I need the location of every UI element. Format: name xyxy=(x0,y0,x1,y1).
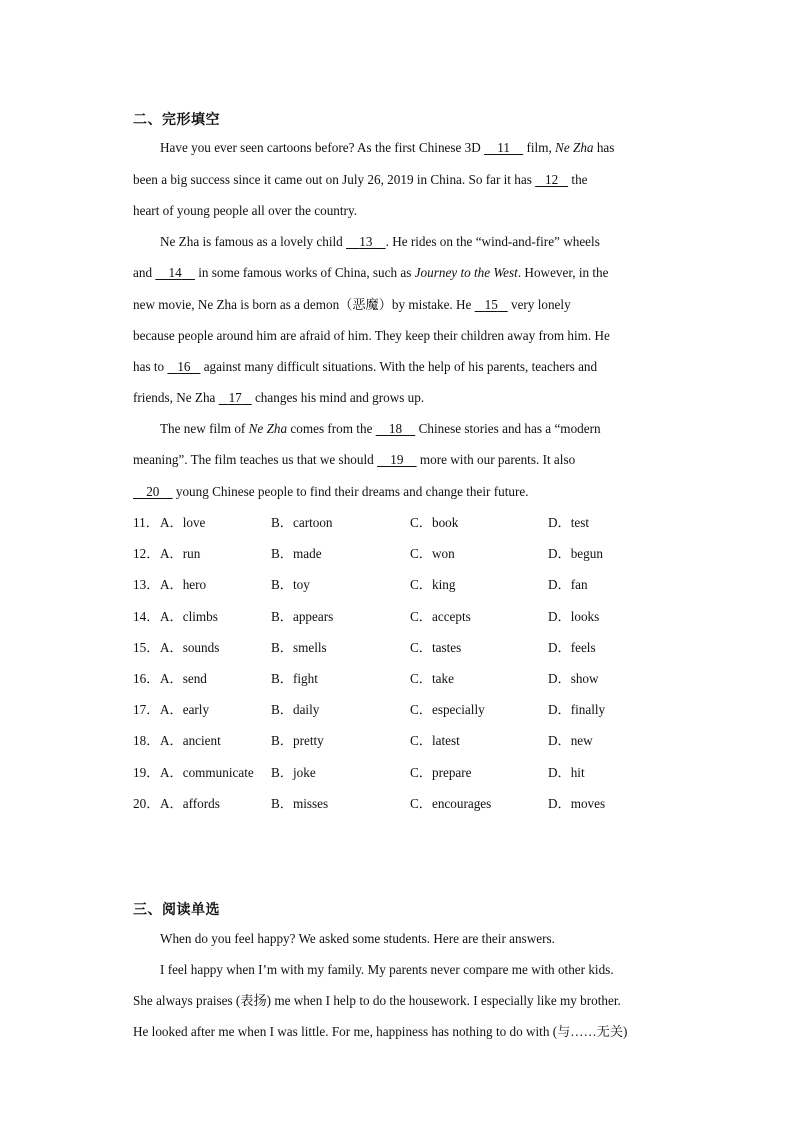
option-a: A．love xyxy=(160,515,206,530)
option-b: B．appears xyxy=(271,608,334,624)
question-number: 16． xyxy=(133,671,160,686)
section-title-cloze: 二、完形填空 xyxy=(133,112,220,128)
passage-line: Ne Zha is famous as a lovely child 13 . He rides on the “wind-and-fire” wheels xyxy=(160,234,600,249)
question-options-row xyxy=(133,576,693,594)
question-options-row xyxy=(133,670,693,688)
blank-18: 18 xyxy=(388,421,403,436)
book-title: Journey to the West xyxy=(414,265,518,280)
passage-line: and 14 in some famous works of China, such as Journey to the West. However, in the xyxy=(133,265,609,280)
question-number: 12． xyxy=(133,546,160,562)
option-a: A．ancient xyxy=(160,733,221,749)
question-options-row xyxy=(133,732,693,750)
question-options-row xyxy=(133,608,693,626)
option-b: B．smells xyxy=(271,639,327,655)
passage-line: When do you feel happy? We asked some students. Here are their answers. xyxy=(160,931,555,946)
passage-line: Have you ever seen cartoons before? As the first Chinese 3D 11 film, Ne Zha has xyxy=(160,140,615,155)
option-b: B．made xyxy=(271,546,322,562)
option-a: A．affords xyxy=(160,795,220,811)
option-b: B．toy xyxy=(271,577,310,593)
option-d: D．finally xyxy=(548,702,606,718)
question-number: 20． xyxy=(133,795,160,811)
option-a: A．communicate xyxy=(160,764,254,780)
blank-17: 17 xyxy=(228,390,242,405)
question-number: 17． xyxy=(133,702,160,718)
option-a: A．run xyxy=(160,546,201,562)
option-c: C．take xyxy=(410,671,454,686)
blank-16: 16 xyxy=(177,359,191,374)
option-d: D．moves xyxy=(548,795,606,811)
question-number: 19． xyxy=(133,764,160,780)
option-c: C．tastes xyxy=(410,639,462,655)
question-number: 13． xyxy=(133,577,160,593)
question-options-row xyxy=(133,764,693,782)
option-b: B．joke xyxy=(271,764,316,780)
passage-line: has to 16 against many difficult situations. With the help of his parents, teachers and xyxy=(133,359,598,374)
option-c: C．won xyxy=(410,546,455,562)
question-options-row xyxy=(133,795,693,813)
option-c: C．prepare xyxy=(410,764,472,780)
film-title: Ne Zha xyxy=(555,140,594,155)
passage-line: friends, Ne Zha 17 changes his mind and grows up. xyxy=(133,390,425,405)
blank-12: 12 xyxy=(545,172,559,187)
passage-line: new movie, Ne Zha is born as a demon（恶魔）by mistake. He 15 very lonely xyxy=(133,297,571,312)
blank-19: 19 xyxy=(390,452,404,467)
question-number: 14． xyxy=(133,608,160,624)
blank-20: 20 xyxy=(146,484,160,499)
option-c: C．especially xyxy=(410,702,485,718)
question-options-row xyxy=(133,545,693,563)
blank-13: 13 xyxy=(359,234,373,249)
option-a: A．sounds xyxy=(160,639,220,655)
passage-line: I feel happy when I’m with my family. My parents never compare me with other kids. xyxy=(160,962,614,977)
passage-line: 20 young Chinese people to find their dreams and change their future. xyxy=(133,483,673,501)
option-a: A．send xyxy=(160,671,207,686)
option-d: D．looks xyxy=(548,608,600,624)
option-c: C．accepts xyxy=(410,608,471,624)
option-d: D．new xyxy=(548,733,593,749)
option-d: D．test xyxy=(548,515,590,530)
option-c: C．latest xyxy=(410,733,460,749)
passage-line: heart of young people all over the country. xyxy=(133,203,357,218)
blank-14: 14 xyxy=(168,265,182,280)
option-c: C．book xyxy=(410,515,459,530)
question-number: 11． xyxy=(133,515,159,530)
passage-line: been a big success since it came out on July 26, 2019 in China. So far it has 12 the xyxy=(133,172,588,187)
question-options-row xyxy=(133,701,693,719)
option-c: C．king xyxy=(410,577,456,593)
option-d: D．show xyxy=(548,671,599,686)
question-options-row xyxy=(133,514,693,532)
option-d: D．fan xyxy=(548,577,588,593)
option-d: D．hit xyxy=(548,764,585,780)
option-a: A．climbs xyxy=(160,608,218,624)
passage-line: because people around him are afraid of him. They keep their children away from him. He xyxy=(133,328,610,343)
option-b: B．cartoon xyxy=(271,515,333,530)
option-a: A．early xyxy=(160,702,210,718)
question-number: 15． xyxy=(133,639,160,655)
option-a: A．hero xyxy=(160,577,207,593)
option-d: D．begun xyxy=(548,546,603,562)
question-number: 18． xyxy=(133,733,160,749)
option-b: B．fight xyxy=(271,671,318,686)
blank-11: 11 xyxy=(497,140,510,155)
passage-line: meaning”. The film teaches us that we should 19 more with our parents. It also xyxy=(133,452,576,467)
section-title-reading: 三、阅读单选 xyxy=(133,902,220,918)
film-title: Ne Zha xyxy=(248,421,288,436)
option-c: C．encourages xyxy=(410,795,492,811)
option-b: B．misses xyxy=(271,795,329,811)
option-d: D．feels xyxy=(548,639,596,655)
blank-15: 15 xyxy=(484,297,498,312)
passage-line: He looked after me when I was little. For me, happiness has nothing to do with (与……无关) xyxy=(133,1024,628,1039)
passage-line: She always praises (表扬) me when I help to do the housework. I especially like my brother. xyxy=(133,993,621,1008)
option-b: B．pretty xyxy=(271,733,324,749)
question-options-row xyxy=(133,639,693,657)
passage-line: The new film of Ne Zha comes from the 18 Chinese stories and has a “modern xyxy=(160,421,601,436)
option-b: B．daily xyxy=(271,702,320,718)
